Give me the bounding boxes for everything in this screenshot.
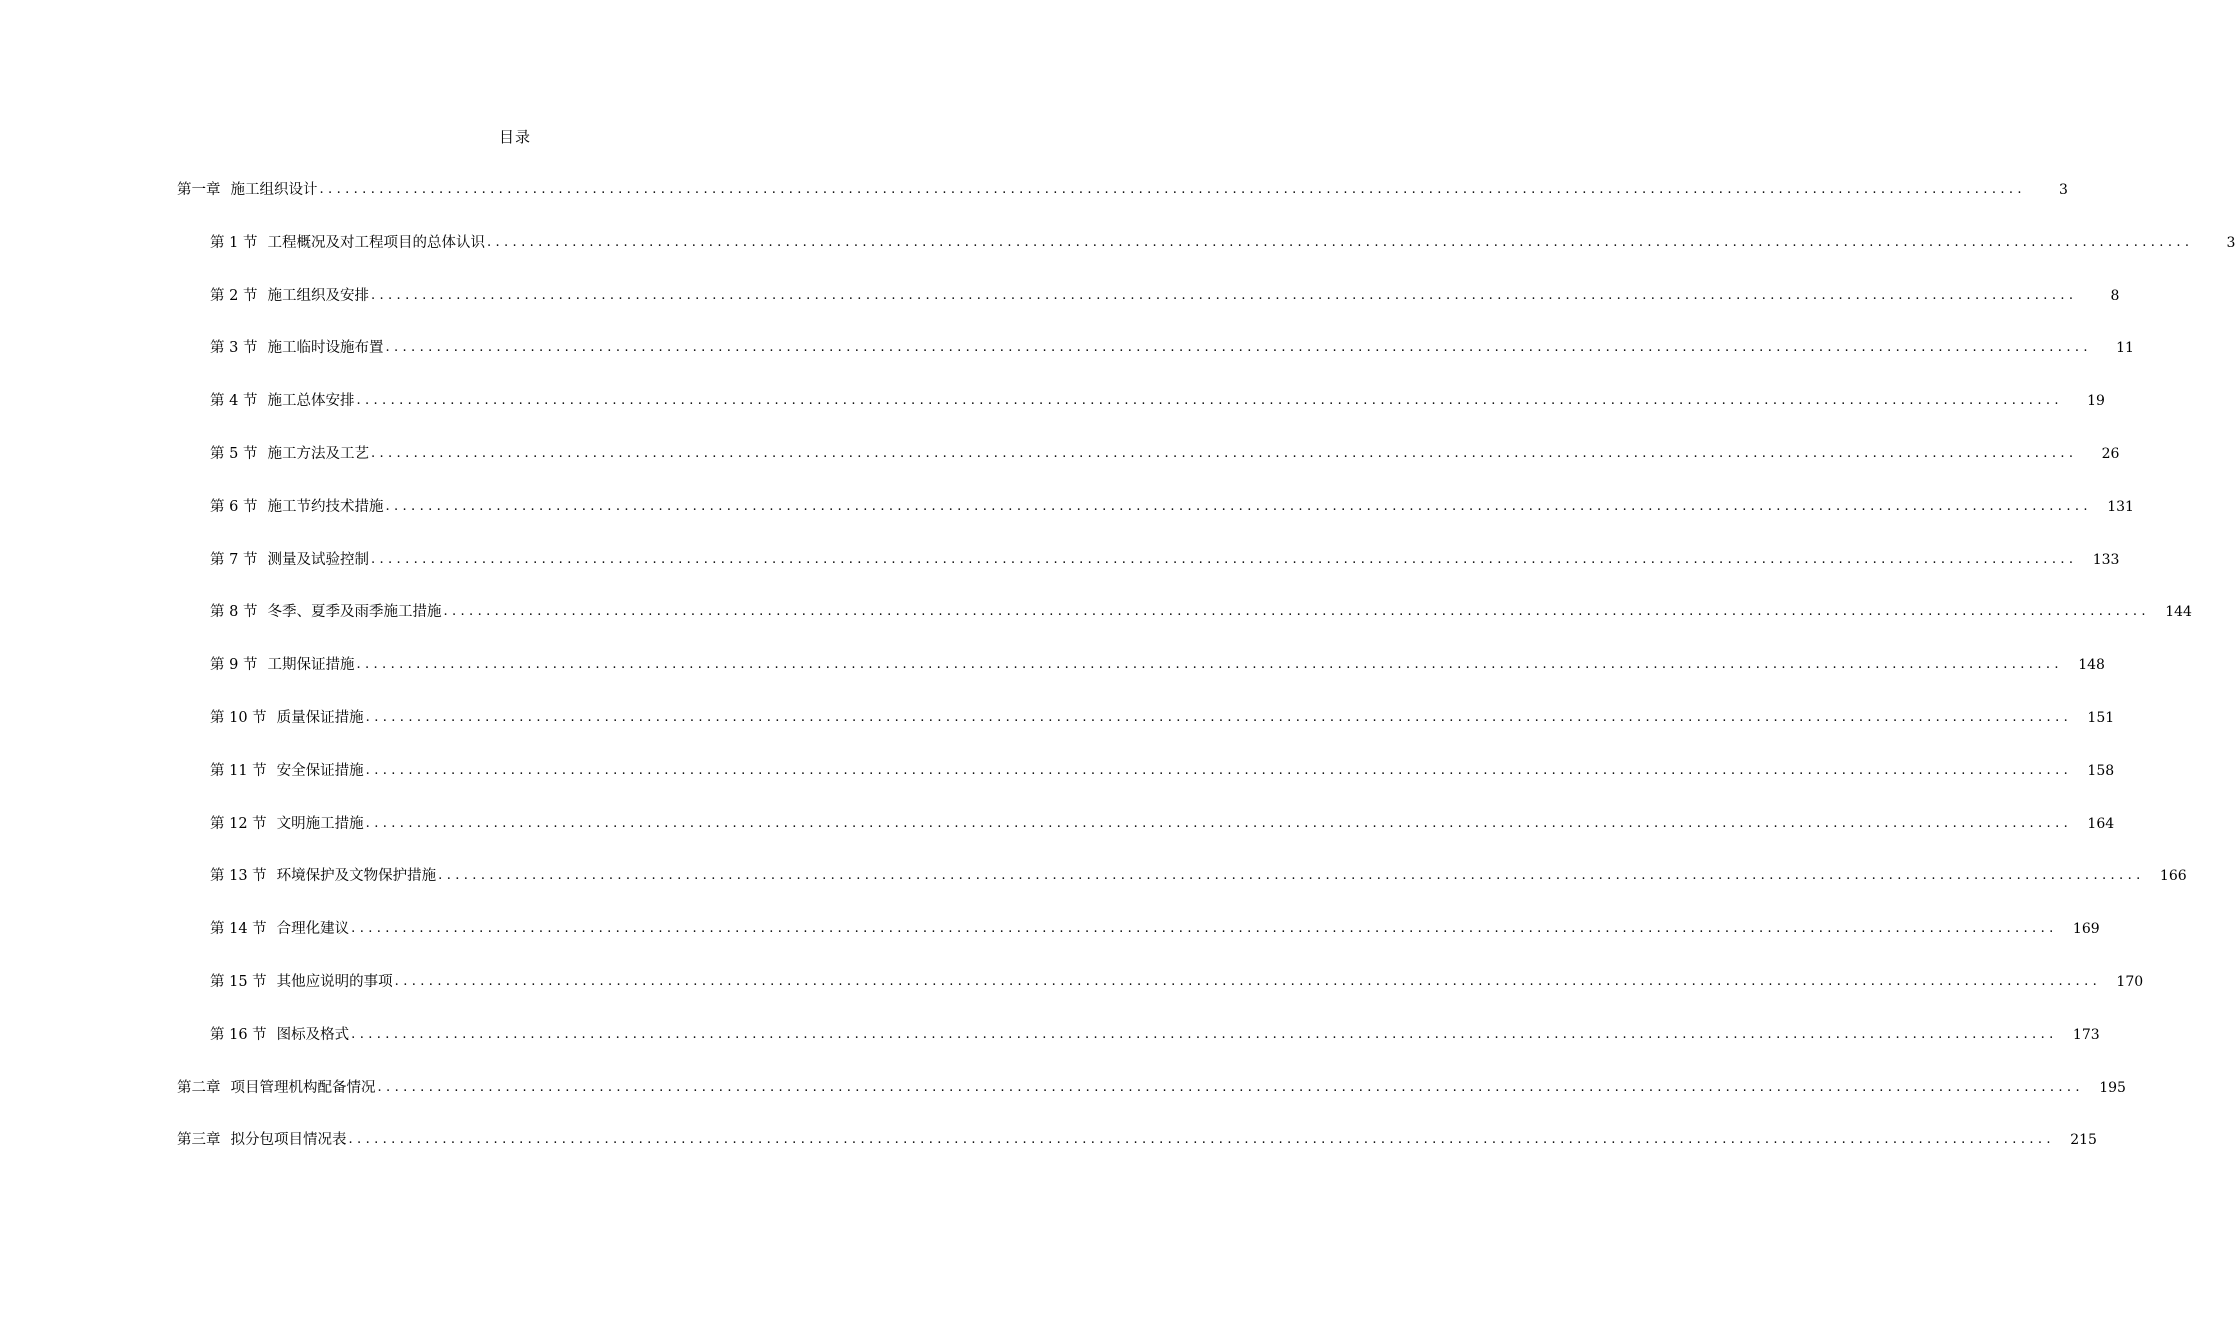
toc-dot-leader: ........................................................................................................................................................................................................ <box>486 234 2194 250</box>
toc-page-number: 164 <box>2087 815 2115 832</box>
toc-dot-leader: ........................................................................................................................................................................................................ <box>365 709 2073 725</box>
toc-section-entry[interactable] <box>0 960 2144 1013</box>
toc-entry-number: 第 10 节 <box>210 709 267 726</box>
toc-chapter-entry[interactable] <box>0 1118 2097 1171</box>
toc-entry-text: 拟分包项目情况表 <box>230 1132 347 1149</box>
toc-entry-label <box>210 444 369 464</box>
toc-entry-text: 质量保证措施 <box>276 709 364 726</box>
toc-entry-number: 第 6 节 <box>210 498 258 515</box>
toc-title: 目录 <box>498 128 531 146</box>
toc-page-number: 158 <box>2087 762 2115 779</box>
toc-page-number: 8 <box>2110 287 2120 304</box>
toc-entry-number: 第 2 节 <box>210 287 258 304</box>
toc-dot-leader: ........................................................................................................................................................................................................ <box>370 551 2078 567</box>
toc-entry-text: 施工节约技术措施 <box>267 498 384 515</box>
toc-page-number: 19 <box>2087 393 2105 410</box>
toc-page-number: 3 <box>2059 182 2068 198</box>
toc-entry-label <box>210 286 369 306</box>
toc-entry-text: 施工总体安排 <box>267 393 355 410</box>
toc-page-number: 133 <box>2092 551 2120 568</box>
toc-entry-number: 第 9 节 <box>210 657 258 674</box>
toc-entry-text: 环境保护及文物保护措施 <box>276 868 437 885</box>
toc-dot-leader: ........................................................................................................................................................................................................ <box>351 921 2058 937</box>
toc-page-number: 215 <box>2070 1132 2097 1149</box>
toc-dot-leader: ........................................................................................................................................................................................................ <box>394 973 2102 989</box>
toc-entry-label <box>210 497 383 517</box>
toc-entry-number: 第 13 节 <box>210 868 267 885</box>
toc-dot-leader: ........................................................................................................................................................................................................ <box>351 1026 2058 1042</box>
toc-dot-leader: ........................................................................................................................................................................................................ <box>443 604 2150 620</box>
toc-entry-label <box>210 602 441 622</box>
toc-entry-text: 文明施工措施 <box>276 815 364 832</box>
toc-page-number: 148 <box>2078 657 2105 674</box>
toc-entry-label <box>210 972 393 992</box>
toc-page-number: 144 <box>2165 604 2192 621</box>
toc-dot-leader: ........................................................................................................................................................................................................ <box>370 445 2078 461</box>
toc-section-entry[interactable] <box>0 590 2192 643</box>
table-of-contents <box>0 168 2235 1171</box>
toc-dot-leader: ........................................................................................................................................................................................................ <box>385 340 2092 356</box>
toc-section-entry[interactable] <box>0 854 2187 907</box>
toc-entry-label <box>210 391 354 411</box>
toc-section-entry[interactable] <box>0 643 2105 696</box>
toc-section-entry[interactable] <box>0 802 2115 855</box>
toc-section-entry[interactable] <box>0 432 2120 485</box>
toc-entry-number: 第 14 节 <box>210 921 267 938</box>
toc-entry-label <box>210 761 364 781</box>
toc-section-entry[interactable] <box>0 907 2100 960</box>
toc-entry-label <box>210 233 485 253</box>
toc-section-entry[interactable] <box>0 749 2115 802</box>
toc-dot-leader: ........................................................................................................................................................................................................ <box>356 657 2063 673</box>
toc-page-number: 195 <box>2099 1079 2126 1096</box>
toc-chapter-entry[interactable] <box>0 168 2068 221</box>
toc-page-number: 169 <box>2072 921 2100 938</box>
toc-entry-label <box>210 338 383 358</box>
toc-entry-text: 施工方法及工艺 <box>267 445 369 462</box>
toc-entry-number: 第 11 节 <box>210 762 267 779</box>
toc-entry-label <box>210 655 354 675</box>
toc-dot-leader: ........................................................................................................................................................................................................ <box>365 815 2073 831</box>
toc-dot-leader: ........................................................................................................................................................................................................ <box>356 393 2063 409</box>
toc-entry-text: 工期保证措施 <box>267 657 355 674</box>
toc-dot-leader: ........................................................................................................................................................................................................ <box>438 868 2145 884</box>
toc-dot-leader: ........................................................................................................................................................................................................ <box>385 498 2092 514</box>
toc-entry-number: 第 1 节 <box>210 234 258 251</box>
toc-entry-label <box>177 180 318 200</box>
toc-entry-label <box>210 919 349 939</box>
toc-page-number: 170 <box>2116 973 2144 990</box>
toc-page-number: 3 <box>2226 234 2235 251</box>
toc-entry-label <box>177 1078 376 1098</box>
toc-entry-text: 图标及格式 <box>276 1026 350 1043</box>
toc-section-entry[interactable] <box>0 274 2120 327</box>
toc-entry-number: 第二章 <box>177 1079 221 1096</box>
toc-entry-text: 其他应说明的事项 <box>276 973 393 990</box>
toc-entry-text: 项目管理机构配备情况 <box>230 1079 376 1096</box>
toc-dot-leader: ........................................................................................................................................................................................................ <box>377 1079 2084 1095</box>
toc-entry-number: 第 3 节 <box>210 340 258 357</box>
toc-section-entry[interactable] <box>0 221 2235 274</box>
toc-page-number: 11 <box>2116 340 2134 357</box>
toc-entry-text: 工程概况及对工程项目的总体认识 <box>267 234 485 251</box>
toc-entry-text: 施工组织设计 <box>230 182 318 198</box>
toc-dot-leader: ........................................................................................................................................................................................................ <box>319 182 2026 197</box>
toc-page-number: 166 <box>2159 868 2187 885</box>
toc-page-number: 26 <box>2101 445 2120 462</box>
toc-entry-label <box>210 708 364 728</box>
toc-entry-number: 第 12 节 <box>210 815 267 832</box>
toc-section-entry[interactable] <box>0 485 2134 538</box>
toc-entry-text: 测量及试验控制 <box>267 551 369 568</box>
toc-entry-number: 第 8 节 <box>210 604 258 621</box>
toc-entry-text: 施工组织及安排 <box>267 287 369 304</box>
toc-entry-text: 施工临时设施布置 <box>267 340 384 357</box>
toc-dot-leader: ........................................................................................................................................................................................................ <box>348 1132 2055 1148</box>
toc-entry-label <box>177 1130 347 1150</box>
toc-entry-label <box>210 866 436 886</box>
toc-dot-leader: ........................................................................................................................................................................................................ <box>370 287 2078 303</box>
toc-entry-label <box>210 814 364 834</box>
toc-section-entry[interactable] <box>0 538 2120 591</box>
toc-dot-leader: ........................................................................................................................................................................................................ <box>365 762 2073 778</box>
toc-entry-number: 第 16 节 <box>210 1026 267 1043</box>
toc-section-entry[interactable] <box>0 696 2115 749</box>
toc-entry-text: 安全保证措施 <box>276 762 364 779</box>
toc-section-entry[interactable] <box>0 1013 2100 1066</box>
toc-entry-text: 合理化建议 <box>276 921 350 938</box>
toc-entry-number: 第三章 <box>177 1132 221 1149</box>
toc-entry-number: 第 15 节 <box>210 973 267 990</box>
toc-page-number: 173 <box>2072 1026 2100 1043</box>
toc-entry-number: 第 5 节 <box>210 445 258 462</box>
toc-entry-number: 第 4 节 <box>210 393 258 410</box>
toc-section-entry[interactable] <box>0 379 2105 432</box>
toc-entry-label <box>210 550 369 570</box>
toc-section-entry[interactable] <box>0 326 2134 379</box>
toc-entry-text: 冬季、夏季及雨季施工措施 <box>267 604 442 621</box>
toc-entry-number: 第 7 节 <box>210 551 258 568</box>
toc-page-number: 151 <box>2087 709 2115 726</box>
toc-page-number: 131 <box>2107 498 2134 515</box>
toc-entry-label <box>210 1025 349 1045</box>
toc-entry-number: 第一章 <box>177 182 221 198</box>
toc-chapter-entry[interactable] <box>0 1066 2126 1119</box>
